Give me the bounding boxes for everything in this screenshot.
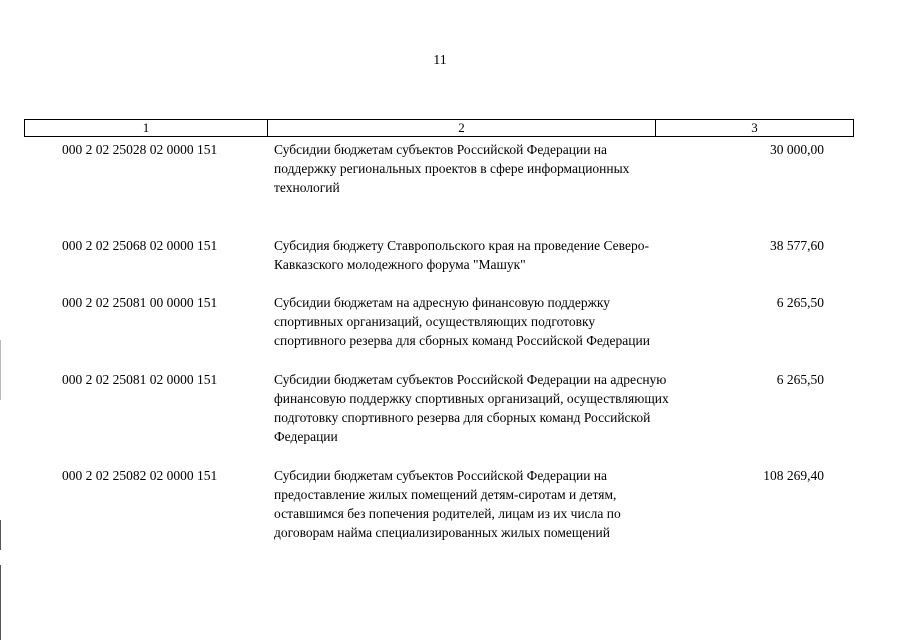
budget-code: 000 2 02 25082 02 0000 151: [62, 468, 218, 483]
row-description: Субсидии бюджетам субъектов Российской Федерации на предоставление жилых помещений детям-сиротам и детям, оставшимся без попечения родителей, лицам из их числа по договорам найма специализированных жилых помещений: [274, 468, 621, 540]
row-description: Субсидии бюджетам на адресную финансовую поддержку спортивных организаций, осуществляющих подготовку спортивного резерва для сборных команд Российской Федерации: [274, 295, 650, 348]
row-amount: 108 269,40: [763, 468, 824, 483]
header-col-3: 3: [751, 120, 758, 135]
row-amount: 6 265,50: [776, 295, 824, 310]
row-amount: 30 000,00: [770, 142, 824, 157]
budget-code: 000 2 02 25028 02 0000 151: [62, 142, 218, 157]
row-description: Субсидии бюджетам субъектов Российской Федерации на поддержку региональных проектов в сфере информационных технологий: [274, 142, 630, 195]
row-description: Субсидия бюджету Ставропольского края на проведение Северо-Кавказского молодежного форума "Машук": [274, 238, 649, 272]
scan-margin-mark: [0, 520, 1, 550]
page-number: 11: [433, 53, 447, 68]
scan-margin-mark: [0, 565, 1, 640]
budget-code: 000 2 02 25081 02 0000 151: [62, 372, 218, 387]
header-col-1: 1: [25, 120, 268, 136]
scan-margin-mark: [0, 340, 1, 400]
table-header: [24, 119, 854, 137]
row-description: Субсидии бюджетам субъектов Российской Федерации на адресную финансовую поддержку спортивных организаций, осуществляющих подготовку спортивного резерва для сборных команд Российской Федерации: [274, 372, 669, 444]
header-col-2: 2: [268, 120, 656, 136]
row-amount: 38 577,60: [770, 238, 824, 253]
budget-code: 000 2 02 25081 00 0000 151: [62, 295, 218, 310]
budget-code: 000 2 02 25068 02 0000 151: [62, 238, 218, 253]
row-amount: 6 265,50: [776, 372, 824, 387]
